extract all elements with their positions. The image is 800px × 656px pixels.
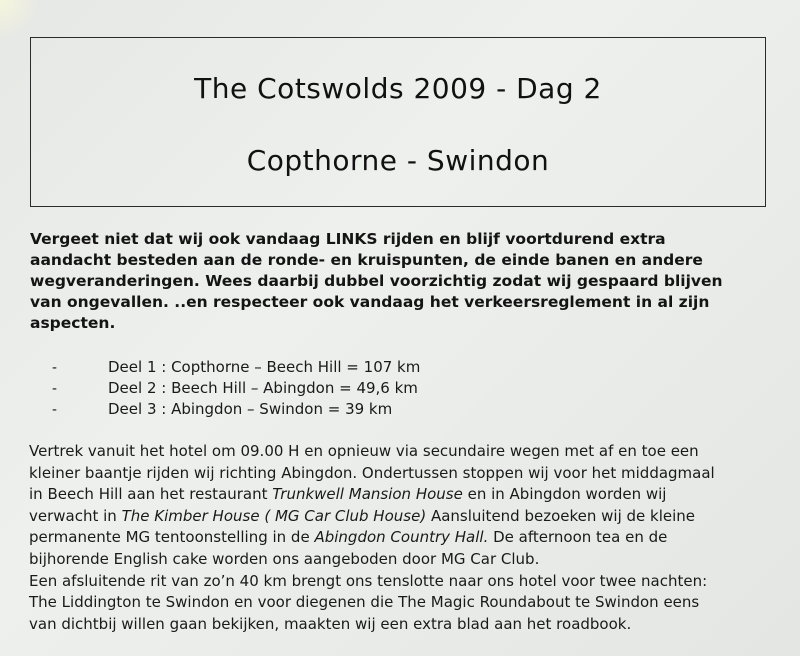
intro-line: van ongevallen. ..en respecteer ook vandaag het verkeersreglement in al zijn xyxy=(30,293,710,311)
body-text: De afternoon tea en de xyxy=(488,528,668,547)
body-line: van dichtbij willen gaan bekijken, maakten wij een extra blad aan het roadbook. xyxy=(29,614,632,633)
list-item xyxy=(52,399,420,420)
route-segments-list xyxy=(52,357,420,420)
body-text: en in Abingdon worden wij xyxy=(462,485,667,504)
body-line: The Liddington te Swindon en voor diegenen die The Magic Roundabout te Swindon eens xyxy=(29,593,700,612)
body-text: permanente MG tentoonstelling in de xyxy=(29,528,315,547)
body-line: kleiner baantje rijden wij richting Abingdon. Ondertussen stoppen wij voor het middagmaal xyxy=(29,463,715,482)
segment-text: Deel 1 : Copthorne – Beech Hill = 107 km xyxy=(108,358,421,376)
list-bullet: - xyxy=(52,359,57,376)
segment-text: Deel 2 : Beech Hill – Abingdon = 49,6 km xyxy=(108,379,418,397)
intro-line: aandacht besteden aan de ronde- en kruispunten, de einde banen en andere xyxy=(30,251,703,269)
list-bullet: - xyxy=(52,401,57,418)
venue-name: Abingdon Country Hall. xyxy=(314,528,489,547)
list-item xyxy=(52,357,420,378)
body-text: in Beech Hill aan het restaurant xyxy=(29,485,273,504)
intro-line: Vergeet niet dat wij ook vandaag LINKS rijden en blijf voortdurend extra xyxy=(30,230,666,248)
body-line: Een afsluitende rit van zo’n 40 km brengt ons tenslotte naar ons hotel voor twee nachten: xyxy=(29,571,708,590)
venue-name: The Kimber House ( MG Car Club House) xyxy=(121,506,427,525)
intro-paragraph xyxy=(30,229,770,334)
intro-line: aspecten. xyxy=(30,314,116,332)
body-line xyxy=(29,527,789,549)
list-bullet: - xyxy=(52,380,57,397)
document-subtitle: Copthorne - Swindon xyxy=(246,144,550,177)
list-item xyxy=(52,378,420,399)
body-text: Aansluitend bezoeken wij de kleine xyxy=(426,506,696,525)
body-line: Vertrek vanuit het hotel om 09.00 H en opnieuw via secundaire wegen met af en toe een xyxy=(29,442,699,460)
document-title: The Cotswolds 2009 - Dag 2 xyxy=(194,72,602,105)
body-line xyxy=(29,506,789,528)
paper-corner-shade xyxy=(0,0,40,40)
restaurant-name: Trunkwell Mansion House xyxy=(272,485,463,504)
intro-line: wegveranderingen. Wees daarbij dubbel voorzichtig zodat wij gespaard blijven xyxy=(30,272,723,290)
body-line: bijhorende English cake worden ons aangeboden door MG Car Club. xyxy=(29,549,540,568)
segment-text: Deel 3 : Abingdon – Swindon = 39 km xyxy=(108,400,393,418)
title-box xyxy=(30,37,766,207)
itinerary-paragraph xyxy=(29,441,789,635)
body-line xyxy=(29,484,789,506)
body-text: verwacht in xyxy=(29,506,122,525)
